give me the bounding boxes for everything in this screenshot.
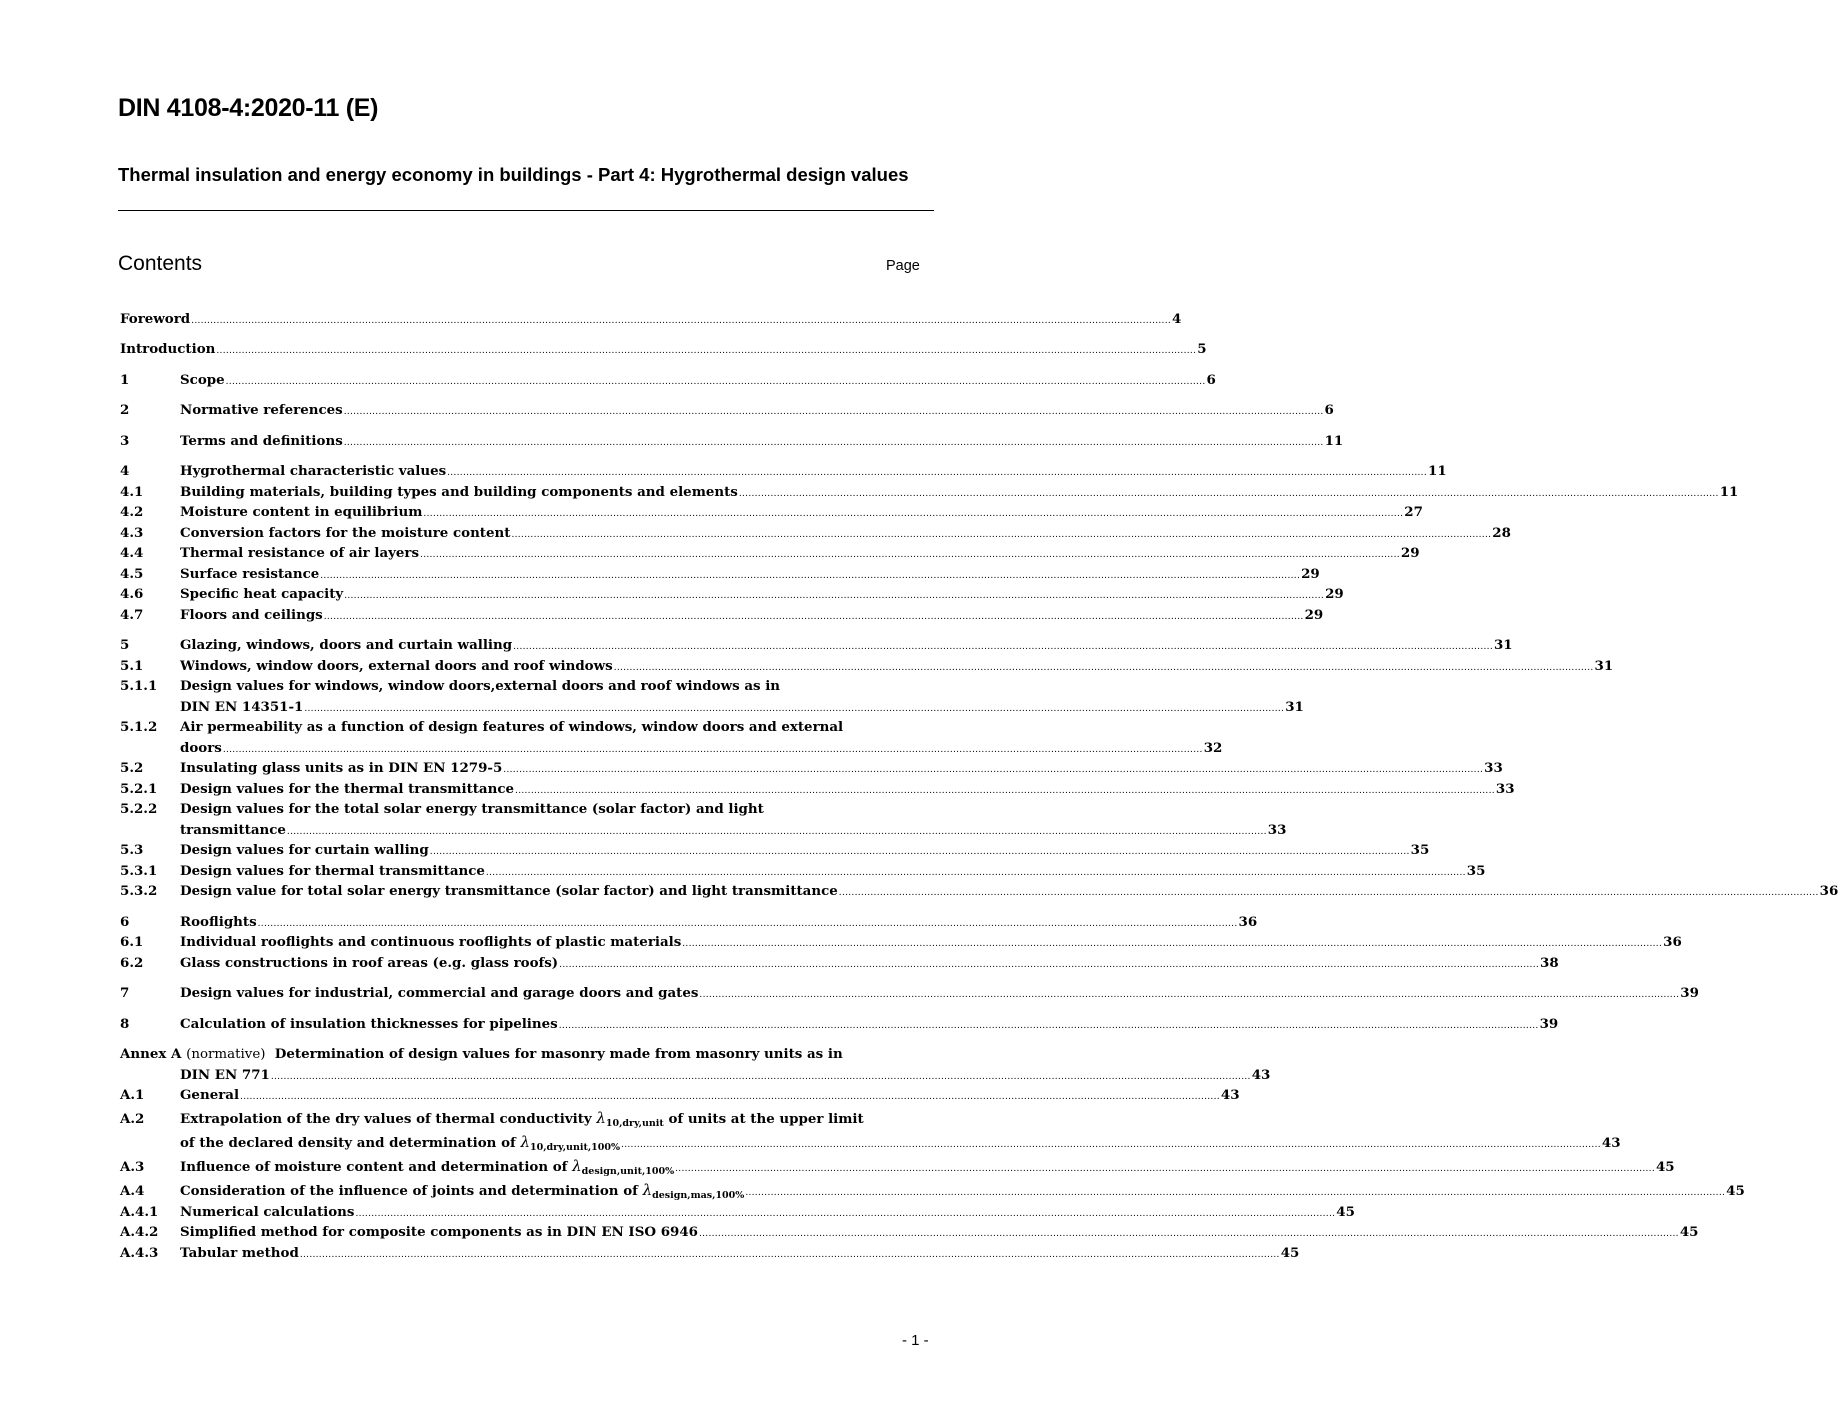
toc-leader — [226, 372, 1206, 389]
toc-leader — [614, 658, 1594, 675]
toc-leader — [355, 1204, 1335, 1221]
toc-entry-title: Design values for the thermal transmittance — [180, 780, 515, 797]
toc-page-number: 11 — [1324, 432, 1344, 449]
toc-section-number: 2 — [120, 402, 130, 418]
toc-leader — [423, 504, 1403, 521]
toc-entry-title: Normative references — [180, 402, 343, 418]
table-of-contents — [120, 307, 1838, 1262]
toc-entry-4-7[interactable] — [120, 603, 1324, 624]
toc-entry-a-1[interactable] — [120, 1084, 1240, 1105]
lambda-subscript: 10,dry,unit — [605, 1118, 664, 1129]
toc-entry-title: Individual rooflights and continuous rooflights of plastic materials — [180, 934, 682, 950]
toc-entry-a-3[interactable] — [120, 1152, 1675, 1177]
toc-entry-2[interactable] — [120, 399, 1334, 420]
toc-entry-a-2-continued[interactable] — [120, 1128, 1621, 1153]
toc-page-number: 11 — [1719, 483, 1739, 500]
toc-entry-4-5[interactable] — [120, 562, 1320, 583]
toc-page-number: 43 — [1251, 1066, 1271, 1083]
toc-section-number: A.4.1 — [120, 1203, 159, 1220]
toc-entry-title: Floors and ceilings — [180, 606, 323, 623]
toc-entry-5-2-2-continued[interactable] — [120, 818, 1287, 839]
toc-page-number: 6 — [1324, 402, 1334, 418]
toc-entry-5-2-2[interactable] — [120, 798, 934, 819]
toc-entry-title: Terms and definitions — [180, 432, 343, 449]
toc-section-number: 5.2 — [120, 760, 144, 776]
toc-entry-title: Glazing, windows, doors and curtain walling — [180, 637, 513, 653]
document-title: DIN 4108-4:2020-11 (E) — [118, 94, 379, 122]
toc-section-number: A.2 — [120, 1111, 145, 1127]
toc-entry-4-3[interactable] — [120, 521, 1511, 542]
toc-entry-title: Moisture content in equilibrium — [180, 504, 423, 520]
toc-page-number: 43 — [1220, 1087, 1240, 1103]
toc-entry-title: Design value for total solar energy transmittance (solar factor) and light transmittance — [180, 883, 838, 899]
toc-leader — [216, 341, 1196, 358]
toc-entry-7[interactable] — [120, 982, 1699, 1003]
toc-entry-title: Scope — [180, 371, 225, 388]
toc-entry-title-continued: doors — [180, 739, 222, 756]
toc-leader — [559, 955, 1539, 972]
toc-entry-5[interactable] — [120, 634, 1513, 655]
toc-leader — [503, 760, 1483, 777]
toc-entry-title: Glass constructions in roof areas (e.g. glass roofs) — [180, 954, 559, 971]
toc-entry-title: Rooflights — [180, 913, 257, 930]
toc-entry-title: Determination of design values for masonry made from masonry units as in — [274, 1046, 843, 1062]
toc-entry-5-1-2[interactable] — [120, 716, 934, 737]
toc-page-number: 6 — [1206, 371, 1216, 388]
toc-entry-4-2[interactable] — [120, 501, 1423, 522]
toc-leader — [447, 463, 1427, 480]
lambda-symbol: λ — [520, 1133, 530, 1151]
toc-leader — [191, 311, 1171, 328]
toc-entry-5-3[interactable] — [120, 839, 1430, 860]
toc-entry-8[interactable] — [120, 1012, 1559, 1033]
toc-page-number: 33 — [1484, 760, 1503, 776]
toc-entry-title: General — [180, 1087, 240, 1103]
title-divider — [118, 210, 934, 211]
toc-page-number: 31 — [1493, 637, 1513, 653]
toc-entry-title: Numerical calculations — [180, 1203, 355, 1220]
lambda-symbol: λ — [596, 1109, 606, 1127]
toc-entry-title: Design values for thermal transmittance — [180, 862, 485, 879]
toc-page-number: 45 — [1280, 1244, 1300, 1261]
toc-entry-a-4[interactable] — [120, 1176, 1745, 1201]
toc-leader — [271, 1067, 1251, 1084]
toc-leader — [559, 1016, 1539, 1033]
toc-entry-4-4[interactable] — [120, 542, 1420, 563]
toc-section-number: 5 — [120, 637, 130, 653]
toc-page-number: 27 — [1404, 504, 1423, 520]
toc-entry-title-after: of units at the upper limit — [668, 1111, 864, 1127]
annex-type: (normative) — [186, 1047, 266, 1062]
toc-entry-title: Air permeability as a function of design features of windows, window doors and external — [180, 719, 844, 735]
toc-leader — [675, 1159, 1655, 1176]
toc-entry-a-4-2[interactable] — [120, 1221, 1699, 1242]
toc-leader — [430, 842, 1410, 859]
toc-leader — [682, 934, 1662, 951]
toc-section-number: 7 — [120, 985, 130, 1001]
toc-entry-title: Consideration of the influence of joints and determination of — [180, 1183, 638, 1199]
lambda-subscript: 10,dry,unit,100% — [529, 1142, 621, 1153]
toc-section-number: 4.7 — [120, 606, 144, 623]
toc-leader — [287, 822, 1267, 839]
toc-page-number: 45 — [1655, 1159, 1675, 1175]
toc-page-number: 36 — [1238, 913, 1258, 930]
toc-entry-6-1[interactable] — [120, 931, 1682, 952]
toc-section-number: 4.5 — [120, 565, 144, 582]
lambda-symbol: λ — [642, 1181, 653, 1199]
toc-page-number: 45 — [1336, 1203, 1355, 1220]
toc-entry-title: Design values for windows, window doors,external doors and roof windows as in — [180, 678, 781, 694]
toc-leader — [223, 740, 1203, 757]
toc-section-number: 5.3 — [120, 842, 144, 858]
toc-entry-title: Simplified method for composite components as in DIN EN ISO 6946 — [180, 1224, 698, 1240]
toc-entry-title-continued: of the declared density and determination of — [180, 1135, 516, 1151]
toc-leader — [745, 1183, 1725, 1200]
toc-section-number: 6.1 — [120, 934, 144, 950]
toc-entry-a-4-1[interactable] — [120, 1200, 1355, 1221]
toc-leader — [420, 545, 1400, 562]
toc-leader — [344, 433, 1324, 450]
toc-entry-title: Specific heat capacity — [180, 586, 344, 602]
toc-entry-5-1-1-continued[interactable] — [120, 695, 1304, 716]
toc-section-number: 4.3 — [120, 524, 144, 541]
toc-entry-title: Windows, window doors, external doors and roof windows — [180, 657, 613, 674]
toc-page-number: 31 — [1285, 698, 1304, 715]
toc-entry-title: Design values for curtain walling — [180, 842, 429, 858]
toc-section-number: 8 — [120, 1015, 130, 1032]
toc-entry-title: Hygrothermal characteristic values — [180, 463, 447, 479]
toc-entry-annex-a-continued[interactable] — [120, 1063, 1271, 1084]
toc-leader — [515, 781, 1495, 798]
toc-leader — [300, 1245, 1280, 1262]
toc-section-number: 5.1 — [120, 657, 144, 674]
toc-entry-title: Introduction — [120, 341, 216, 357]
toc-page-number: 31 — [1594, 657, 1614, 674]
toc-section-number: 5.2.2 — [120, 801, 158, 817]
toc-section-number: A.4.3 — [120, 1244, 159, 1261]
toc-page-number: 32 — [1203, 739, 1223, 756]
toc-page-number: 33 — [1495, 780, 1515, 797]
document-subtitle: Thermal insulation and energy economy in buildings - Part 4: Hygrothermal design values — [118, 164, 909, 185]
toc-page-number: 33 — [1267, 821, 1287, 838]
toc-entry-5-3-1[interactable] — [120, 859, 1486, 880]
toc-leader — [304, 699, 1284, 716]
toc-section-number: 6 — [120, 913, 130, 930]
toc-entry-annex-a[interactable] — [120, 1043, 934, 1064]
toc-section-number: 4.4 — [120, 545, 144, 561]
toc-entry-title: Thermal resistance of air layers — [180, 545, 420, 561]
lambda-symbol: λ — [572, 1157, 582, 1175]
toc-entry-title: Extrapolation of the dry values of thermal conductivity — [180, 1111, 592, 1127]
toc-section-number: 5.3.1 — [120, 862, 158, 879]
toc-entry-3[interactable] — [120, 429, 1344, 450]
toc-page-number: 45 — [1679, 1224, 1699, 1240]
toc-entry-4[interactable] — [120, 460, 1447, 481]
annex-label: Annex A — [120, 1046, 182, 1062]
toc-entry-title-continued: DIN EN 14351-1 — [180, 698, 304, 715]
toc-entry-5-2-1[interactable] — [120, 777, 1515, 798]
toc-leader — [320, 566, 1300, 583]
toc-section-number: 5.3.2 — [120, 883, 158, 899]
toc-entry-title: Design values for industrial, commercial and garage doors and gates — [180, 985, 699, 1001]
lambda-subscript: design,mas,100% — [652, 1190, 745, 1201]
toc-section-number: 4.2 — [120, 504, 144, 520]
toc-leader — [621, 1135, 1601, 1152]
toc-page-number: 29 — [1301, 565, 1320, 582]
toc-entry-4-1[interactable] — [120, 480, 1739, 501]
toc-entry-title-continued: transmittance — [180, 821, 286, 838]
page-column-heading: Page — [886, 258, 920, 274]
toc-leader — [699, 985, 1679, 1002]
toc-entry-a-2[interactable] — [120, 1104, 934, 1128]
toc-leader — [240, 1087, 1220, 1104]
toc-section-number: 4.6 — [120, 586, 144, 602]
toc-section-number: 5.2.1 — [120, 780, 158, 797]
toc-page-number: 36 — [1819, 883, 1838, 899]
toc-page-number: 35 — [1466, 862, 1486, 879]
toc-page-number: 45 — [1726, 1183, 1745, 1199]
toc-leader — [344, 586, 1324, 603]
toc-page-number: 29 — [1400, 545, 1420, 561]
toc-entry-title: Conversion factors for the moisture content — [180, 524, 511, 541]
toc-entry-4-6[interactable] — [120, 583, 1344, 604]
toc-section-number: 5.1.2 — [120, 719, 158, 735]
page-number: - 1 - — [902, 1332, 929, 1349]
toc-entry-1[interactable] — [120, 368, 1216, 389]
toc-leader — [511, 525, 1491, 542]
toc-entry-title-continued: DIN EN 771 — [180, 1066, 270, 1083]
contents-heading: Contents — [118, 252, 203, 275]
toc-entry-title: Building materials, building types and building components and elements — [180, 483, 738, 500]
toc-entry-title: Foreword — [120, 310, 191, 327]
toc-entry-title: Surface resistance — [180, 565, 320, 582]
toc-leader — [839, 883, 1819, 900]
toc-entry-title: Calculation of insulation thicknesses for pipelines — [180, 1015, 558, 1032]
toc-entry-5-1-1[interactable] — [120, 675, 934, 696]
toc-leader — [344, 402, 1324, 419]
toc-section-number: 1 — [120, 371, 130, 388]
toc-page-number: 39 — [1539, 1015, 1559, 1032]
toc-page-number: 29 — [1325, 586, 1344, 602]
toc-section-number: 4 — [120, 463, 130, 479]
toc-entry-6-2[interactable] — [120, 951, 1559, 972]
toc-entry-a-4-3[interactable] — [120, 1241, 1300, 1262]
toc-page-number: 35 — [1410, 842, 1430, 858]
toc-page-number: 38 — [1540, 954, 1559, 971]
toc-entry-title: Influence of moisture content and determination of — [180, 1159, 568, 1175]
toc-page-number: 29 — [1304, 606, 1324, 623]
toc-entry-5-3-2[interactable] — [120, 880, 1838, 901]
lambda-subscript: design,unit,100% — [581, 1166, 675, 1177]
toc-leader — [699, 1224, 1679, 1241]
toc-section-number: A.1 — [120, 1087, 145, 1103]
toc-section-number: 6.2 — [120, 954, 144, 971]
toc-entry-title: Insulating glass units as in DIN EN 1279-5 — [180, 760, 503, 776]
toc-page-number: 5 — [1197, 341, 1207, 357]
toc-page-number: 43 — [1601, 1135, 1621, 1151]
toc-entry-foreword[interactable] — [120, 307, 1182, 328]
toc-entry-6[interactable] — [120, 910, 1258, 931]
toc-leader — [324, 607, 1304, 624]
toc-leader — [739, 484, 1719, 501]
toc-leader — [513, 637, 1493, 654]
toc-page-number: 4 — [1172, 310, 1182, 327]
toc-page-number: 36 — [1663, 934, 1682, 950]
toc-section-number: A.4.2 — [120, 1224, 159, 1240]
toc-section-number: A.4 — [120, 1183, 145, 1199]
toc-section-number: A.3 — [120, 1159, 145, 1175]
toc-page-number: 28 — [1492, 524, 1511, 541]
toc-section-number: 5.1.1 — [120, 678, 158, 694]
toc-section-number: 3 — [120, 432, 130, 449]
toc-page-number: 39 — [1680, 985, 1699, 1001]
toc-entry-5-1-2-continued[interactable] — [120, 736, 1223, 757]
toc-entry-5-2[interactable] — [120, 757, 1503, 778]
toc-entry-title: Tabular method — [180, 1244, 299, 1261]
toc-entry-introduction[interactable] — [120, 338, 1207, 359]
toc-page-number: 11 — [1428, 463, 1447, 479]
toc-entry-5-1[interactable] — [120, 654, 1614, 675]
toc-section-number: 4.1 — [120, 483, 144, 500]
toc-leader — [486, 863, 1466, 880]
toc-leader — [258, 914, 1238, 931]
toc-entry-title: Design values for the total solar energy transmittance (solar factor) and light — [180, 801, 764, 817]
